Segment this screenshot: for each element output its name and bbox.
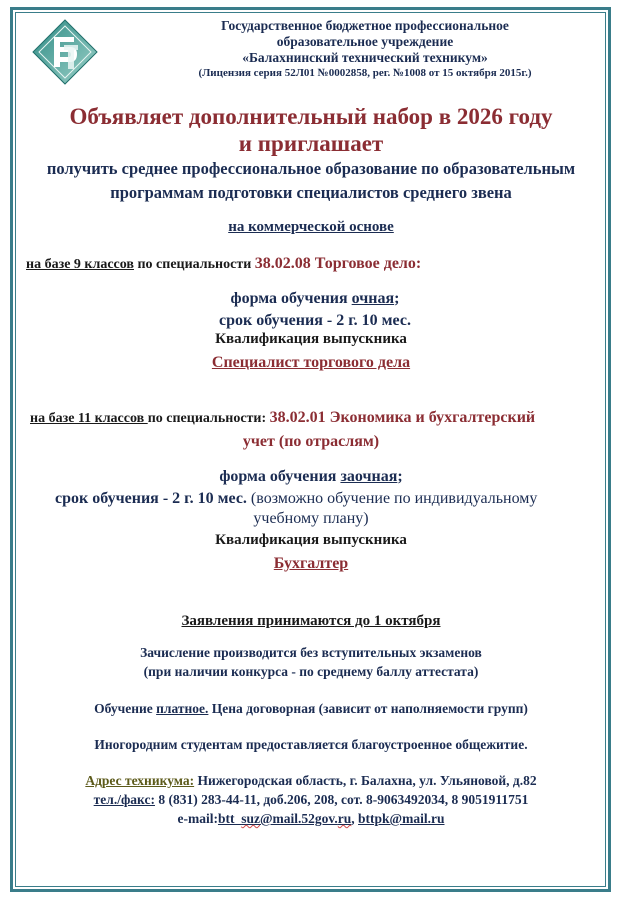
enroll-line-2: (при наличии конкурса - по среднему баллу аттестата) bbox=[143, 664, 479, 679]
program-2-base: на базе 11 классов bbox=[30, 411, 148, 426]
header-line-2: образовательное учреждение bbox=[276, 34, 454, 49]
header-line-3: «Балахнинский технический техникум» bbox=[242, 50, 488, 65]
program-2-spec: 38.02.01 Экономика и бухгалтерский bbox=[269, 409, 536, 426]
program-1-line bbox=[26, 253, 606, 275]
email-link-2[interactable]: bttpk@mail.ru bbox=[358, 811, 445, 826]
program-2-qual-value: Бухгалтер bbox=[273, 555, 349, 572]
program-1-form-value: очная bbox=[351, 290, 395, 307]
enroll-line-1: Зачисление производится без вступительных экзаменов bbox=[140, 645, 482, 660]
program-2-term: срок обучения - 2 г. 10 мес. bbox=[55, 490, 247, 507]
license-text: (Лицензия серия 52Л01 №0002858, рег. №1008 от 15 октября 2015г.) bbox=[198, 67, 532, 79]
program-2-term-note-cont: учебному плану) bbox=[253, 510, 369, 527]
program-2-spec-cont: учет (по отраслям) bbox=[242, 433, 380, 450]
program-2-term-note: (возможно обучение по индивидуальному bbox=[246, 490, 538, 507]
fee-line: Обучение платное. Цена договорная (зависит от наполняемости групп) bbox=[94, 701, 528, 716]
email-link-1[interactable]: btt_suz@mail.52gov.ru bbox=[217, 811, 352, 826]
header-line-1: Государственное бюджетное профессиональное bbox=[221, 18, 509, 33]
program-1-spec: 38.02.08 Торговое дело: bbox=[254, 255, 422, 272]
program-1-qual-label: Квалификация выпускника bbox=[215, 331, 407, 347]
program-1-spec-prefix: по специальности bbox=[133, 257, 255, 272]
program-1-qual-value: Специалист торгового дела bbox=[211, 354, 411, 371]
fee-value: платное. bbox=[156, 701, 209, 716]
phone-label: тел./факс: bbox=[93, 792, 155, 807]
program-2-qual-label: Квалификация выпускника bbox=[215, 532, 407, 548]
college-logo bbox=[30, 17, 100, 87]
program-2-spec-prefix: по специальности: bbox=[147, 411, 270, 426]
address-label: Адрес техникума: bbox=[85, 773, 195, 788]
program-1-form: форма обучения очная; bbox=[230, 290, 400, 307]
dorm-line: Иногородним студентам предоставляется благоустроенное общежитие. bbox=[94, 737, 528, 752]
address-text: Нижегородская область, г. Балахна, ул. Ульяновой, д.82 bbox=[194, 773, 537, 788]
program-2-form: форма обучения заочная; bbox=[219, 468, 403, 485]
deadline: Заявления принимаются до 1 октября bbox=[181, 613, 441, 629]
email-line: e-mail:btt_suz@mail.52gov.ru, bttpk@mail.ru bbox=[177, 811, 445, 826]
program-2-line bbox=[30, 407, 605, 429]
program-2-term-line bbox=[55, 488, 605, 510]
program-2-form-value: заочная bbox=[340, 468, 398, 485]
title-line-1: Объявляет дополнительный набор в 2026 году bbox=[69, 104, 553, 129]
phone-text: 8 (831) 283-44-11, доб.206, 208, сот. 8-9063492034, 8 9051911751 bbox=[154, 792, 529, 807]
program-1-term: срок обучения - 2 г. 10 мес. bbox=[219, 312, 411, 329]
title-line-2: и приглашает bbox=[238, 131, 384, 156]
intro-line-2: программам подготовки специалистов среднего звена bbox=[110, 183, 512, 202]
phone-line bbox=[20, 790, 602, 809]
commercial-basis: на коммерческой основе bbox=[228, 219, 394, 235]
intro-line-1: получить среднее профессиональное образование по образовательным bbox=[46, 159, 576, 178]
program-1-base: на базе 9 классов bbox=[26, 257, 134, 272]
address-line bbox=[20, 771, 602, 790]
